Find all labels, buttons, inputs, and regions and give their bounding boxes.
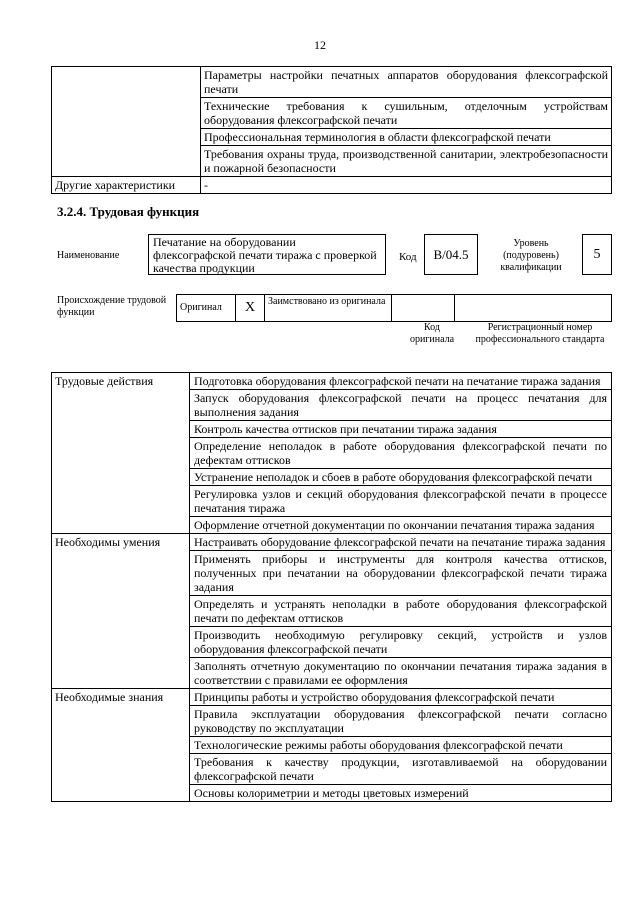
table-cell: Принципы работы и устройство оборудования флексографской печати — [190, 689, 612, 706]
code-label: Код — [399, 251, 417, 263]
table-cell: Производить необходимую регулировку секций, устройств и узлов оборудования флексографской печати — [190, 627, 612, 658]
original-code-cell — [392, 295, 455, 322]
original-label: Оригинал — [177, 295, 236, 322]
table-cell: Профессиональная терминология в области флексографской печати — [201, 129, 612, 146]
table-cell: Требования охраны труда, производственной санитарии, электробезопасности и пожарной безопасности — [201, 146, 612, 177]
group-label: Необходимые знания — [52, 689, 190, 802]
table-cell: Параметры настройки печатных аппаратов оборудования флексографской печати — [201, 67, 612, 98]
group-label: Необходимы умения — [52, 534, 190, 689]
table-cell: Устранение неполадок и сбоев в работе оборудования флексографской печати — [190, 469, 612, 486]
function-name-box: Печатание на оборудовании флексографской печати тиража с проверкой качества продукции — [148, 234, 386, 275]
table-cell: Требования к качеству продукции, изготавливаемой на оборудовании флексографской печати — [190, 754, 612, 785]
table-row — [52, 373, 612, 390]
table-cell: Правила эксплуатации оборудования флексографской печати согласно руководству по эксплуатации — [190, 706, 612, 737]
code-original-caption: Код оригинала — [409, 322, 455, 345]
original-mark: X — [236, 295, 265, 322]
section-heading: 3.2.4. Трудовая функция — [57, 204, 200, 219]
level-label: Уровень (подуровень) квалификации — [500, 238, 562, 273]
borrowed-label: Заимствовано из оригинала — [265, 295, 392, 322]
table-row — [177, 295, 612, 322]
table-cell: Применять приборы и инструменты для контроля качества оттисков, полученных при печатании на оборудовании флексографской печати тиража задания — [190, 551, 612, 596]
table-cell: Контроль качества оттисков при печатании тиража задания — [190, 421, 612, 438]
level-value-box: 5 — [582, 234, 612, 275]
table-row — [52, 689, 612, 706]
table-cell: Определение неполадок в работе оборудования флексографской печати по дефектам оттисков — [190, 438, 612, 469]
code-value-box: В/04.5 — [424, 234, 478, 275]
origin-label: Происхождение трудовой функции — [57, 295, 167, 318]
labor-function-table — [51, 372, 612, 802]
continuation-table — [51, 66, 612, 194]
table-row — [52, 177, 612, 194]
table-cell: Подготовка оборудования флексографской печати на печатание тиража задания — [190, 373, 612, 390]
table-cell: Технологические режимы работы оборудования флексографской печати — [190, 737, 612, 754]
table-cell: Технические требования к сушильным, отделочным устройствам оборудования флексографской печати — [201, 98, 612, 129]
table-row — [52, 534, 612, 551]
group-label: Трудовые действия — [52, 373, 190, 534]
other-characteristics-label: Другие характеристики — [52, 177, 201, 194]
origin-table — [176, 294, 612, 322]
table-cell: Заполнять отчетную документацию по окончании печатания тиража задания в соответствии с правилами ее оформления — [190, 658, 612, 689]
other-characteristics-value: - — [201, 177, 612, 194]
table-cell: Основы колориметрии и методы цветовых измерений — [190, 785, 612, 802]
table-cell: Регулировка узлов и секций оборудования флексографской печати в процессе печатания тиража — [190, 486, 612, 517]
table-cell: Оформление отчетной документации по окончании печатания тиража задания — [190, 517, 612, 534]
table-cell: Определять и устранять неполадки в работе оборудования флексографской печати по дефектам оттисков — [190, 596, 612, 627]
registration-number-caption: Регистрационный номер профессионального стандарта — [475, 322, 605, 345]
empty-label-cell — [52, 67, 201, 177]
page-number: 12 — [314, 38, 326, 52]
table-cell: Настраивать оборудование флексографской печати на печатание тиража задания — [190, 534, 612, 551]
registration-number-cell — [455, 295, 612, 322]
table-row — [52, 67, 612, 98]
table-cell: Запуск оборудования флексографской печати на процесс печатания для выполнения задания — [190, 390, 612, 421]
name-label: Наименование — [57, 250, 120, 261]
